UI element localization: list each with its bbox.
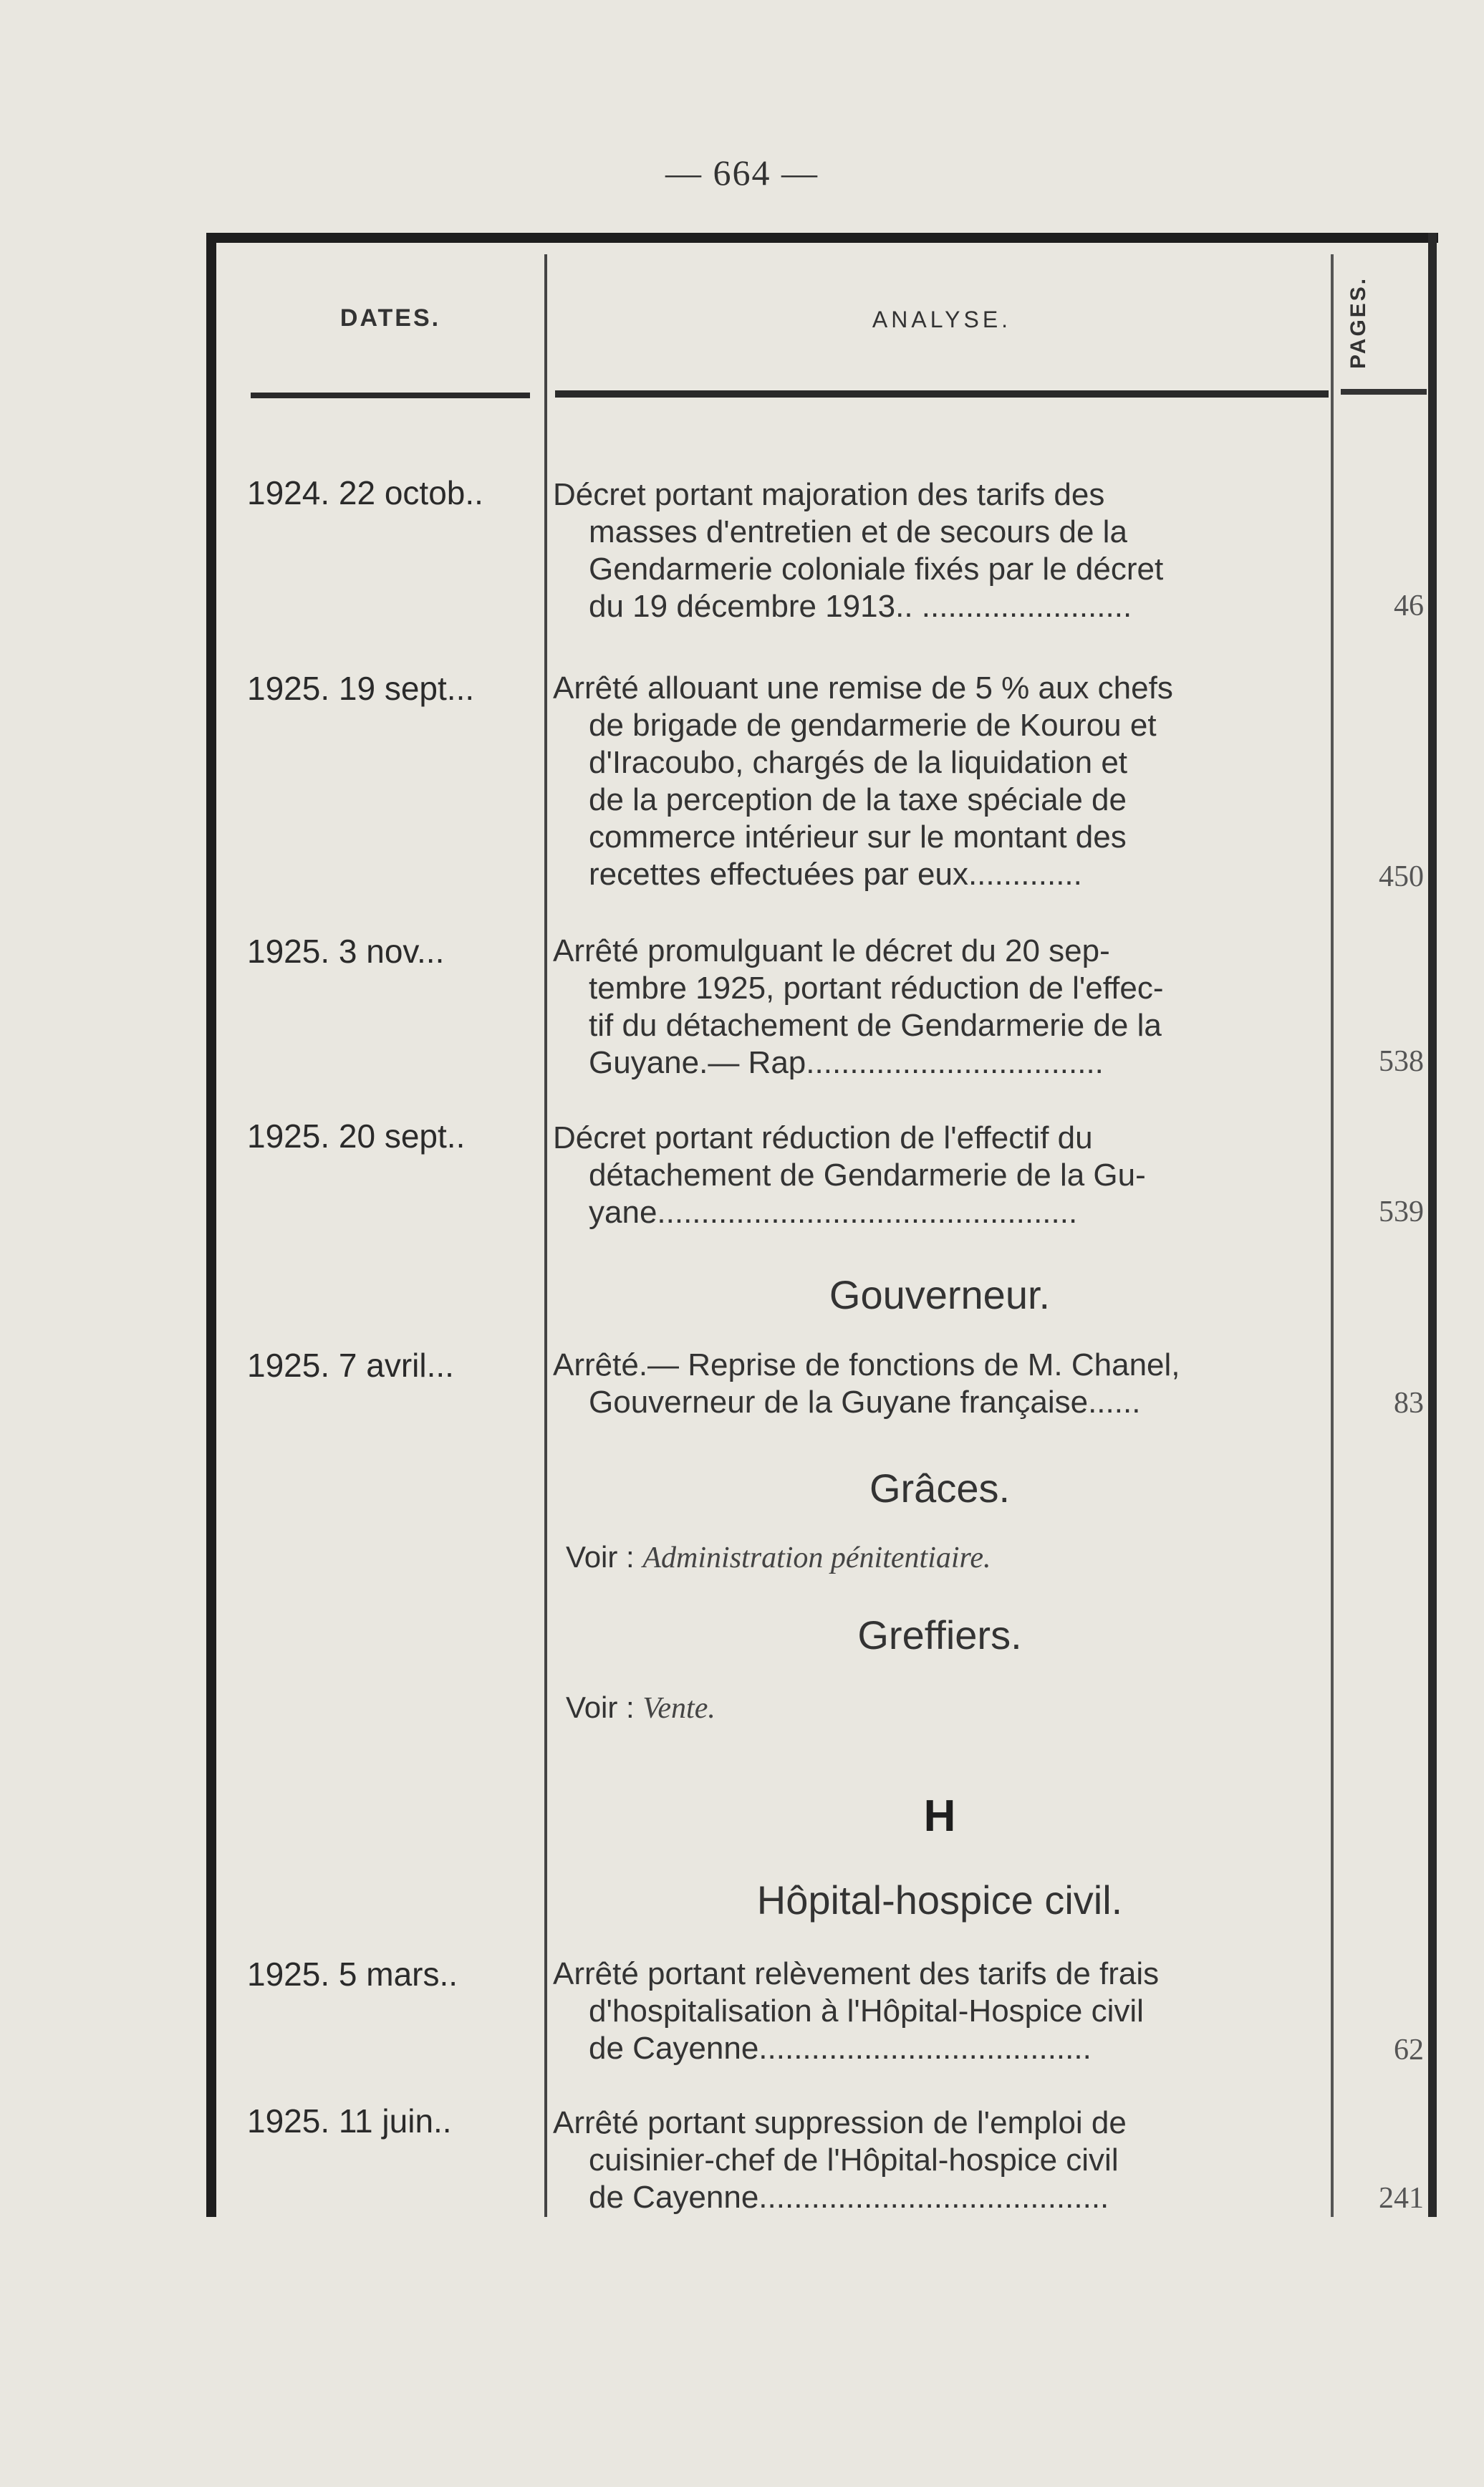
entry-page: 241 <box>1379 2182 1424 2215</box>
entry-line: de la perception de la taxe spéciale de <box>589 782 1127 817</box>
entry-line: masses d'entretien et de secours de la <box>589 514 1127 549</box>
entry-line: du 19 décembre 1913.. ........................ <box>589 589 1132 624</box>
entry-date: 1925. 7 avril... <box>247 1347 454 1384</box>
entry-page: 450 <box>1379 860 1424 893</box>
section-title-gouverneur: Gouverneur. <box>829 1272 1051 1317</box>
table-left-rule <box>206 233 216 2217</box>
entry-line: de Cayenne........................................ <box>589 2180 1109 2215</box>
entry-text <box>553 1956 1326 2067</box>
entry-page: 62 <box>1394 2034 1424 2067</box>
entry-line: tembre 1925, portant réduction de l'effec- <box>589 971 1164 1006</box>
entry-line: détachement de Gendarmerie de la Gu- <box>589 1158 1146 1193</box>
entry-line: Arrêté promulguant le décret du 20 sep- <box>553 933 1110 968</box>
entry-date: 1925. 19 sept... <box>247 670 475 707</box>
entry-line: cuisinier-chef de l'Hôpital-hospice civil <box>589 2142 1119 2178</box>
header-analyse: ANALYSE. <box>872 307 1012 332</box>
section-title-hopital: Hôpital-hospice civil. <box>756 1877 1123 1923</box>
entry-line: Arrêté portant suppression de l'emploi de <box>553 2105 1127 2140</box>
section-title-greffiers: Greffiers. <box>857 1612 1022 1658</box>
column-divider-dates <box>544 254 547 2217</box>
entry-line: Décret portant majoration des tarifs des <box>553 477 1105 512</box>
entry-line: recettes effectuées par eux............. <box>589 857 1082 892</box>
page-number: — 664 — <box>665 153 819 193</box>
see-also-label: Voir : <box>566 1690 635 1724</box>
entry-line: d'Iracoubo, chargés de la liquidation et <box>589 745 1128 780</box>
header-underline-dates <box>251 393 530 398</box>
header-underline-analyse <box>555 390 1329 398</box>
entry-line: commerce intérieur sur le montant des <box>589 819 1127 855</box>
entry-date: 1925. 5 mars.. <box>247 1956 458 1993</box>
entry-line: Gendarmerie coloniale fixés par le décret <box>589 552 1164 587</box>
entry-line: Guyane.— Rap.................................. <box>589 1045 1104 1080</box>
entry-text <box>553 476 1326 625</box>
entry-page: 46 <box>1394 590 1424 622</box>
see-also-reference: Vente. <box>642 1692 716 1725</box>
entry-page: 83 <box>1394 1387 1424 1420</box>
entry-line: de brigade de gendarmerie de Kourou et <box>589 708 1157 743</box>
entry-text <box>553 933 1326 1082</box>
entry-text <box>553 1120 1326 1231</box>
section-title-graces: Grâces. <box>869 1466 1011 1511</box>
entry-line: de Cayenne...................................... <box>589 2031 1092 2066</box>
table-top-rule <box>206 233 1438 243</box>
see-also-greffiers <box>566 1690 716 1726</box>
entry-text <box>553 670 1326 893</box>
table-right-rule <box>1428 233 1437 2217</box>
entry-line: d'hospitalisation à l'Hôpital-Hospice civil <box>589 1993 1144 2029</box>
section-letter-h: H <box>923 1791 956 1841</box>
entry-line: Décret portant réduction de l'effectif du <box>553 1120 1093 1155</box>
entry-date: 1925. 20 sept.. <box>247 1117 466 1155</box>
see-also-graces <box>566 1540 991 1575</box>
entry-page: 538 <box>1379 1045 1424 1078</box>
entry-line: Arrêté.— Reprise de fonctions de M. Chanel, <box>553 1347 1180 1382</box>
header-dates: DATES. <box>339 304 441 332</box>
entry-text <box>553 1347 1326 1421</box>
entry-line: Gouverneur de la Guyane française...... <box>589 1385 1141 1420</box>
header-underline-pages <box>1341 389 1427 395</box>
header-pages-label: PAGES. <box>1346 276 1370 369</box>
entry-line: Arrêté portant relèvement des tarifs de frais <box>553 1956 1160 1991</box>
entry-line: tif du détachement de Gendarmerie de la <box>589 1008 1162 1043</box>
entry-date: 1925. 3 nov... <box>247 933 445 970</box>
see-also-label: Voir : <box>566 1540 635 1574</box>
see-also-reference: Administration pénitentiaire. <box>642 1541 991 1574</box>
header-pages <box>1339 276 1425 383</box>
column-divider-pages <box>1331 254 1334 2217</box>
entry-date: 1924. 22 octob.. <box>247 474 483 511</box>
entry-line: yane................................................ <box>589 1195 1078 1230</box>
entry-text <box>553 2104 1326 2216</box>
entry-line: Arrêté allouant une remise de 5 % aux chefs <box>553 670 1173 706</box>
entry-date: 1925. 11 juin.. <box>247 2102 452 2140</box>
entry-page: 539 <box>1379 1196 1424 1228</box>
